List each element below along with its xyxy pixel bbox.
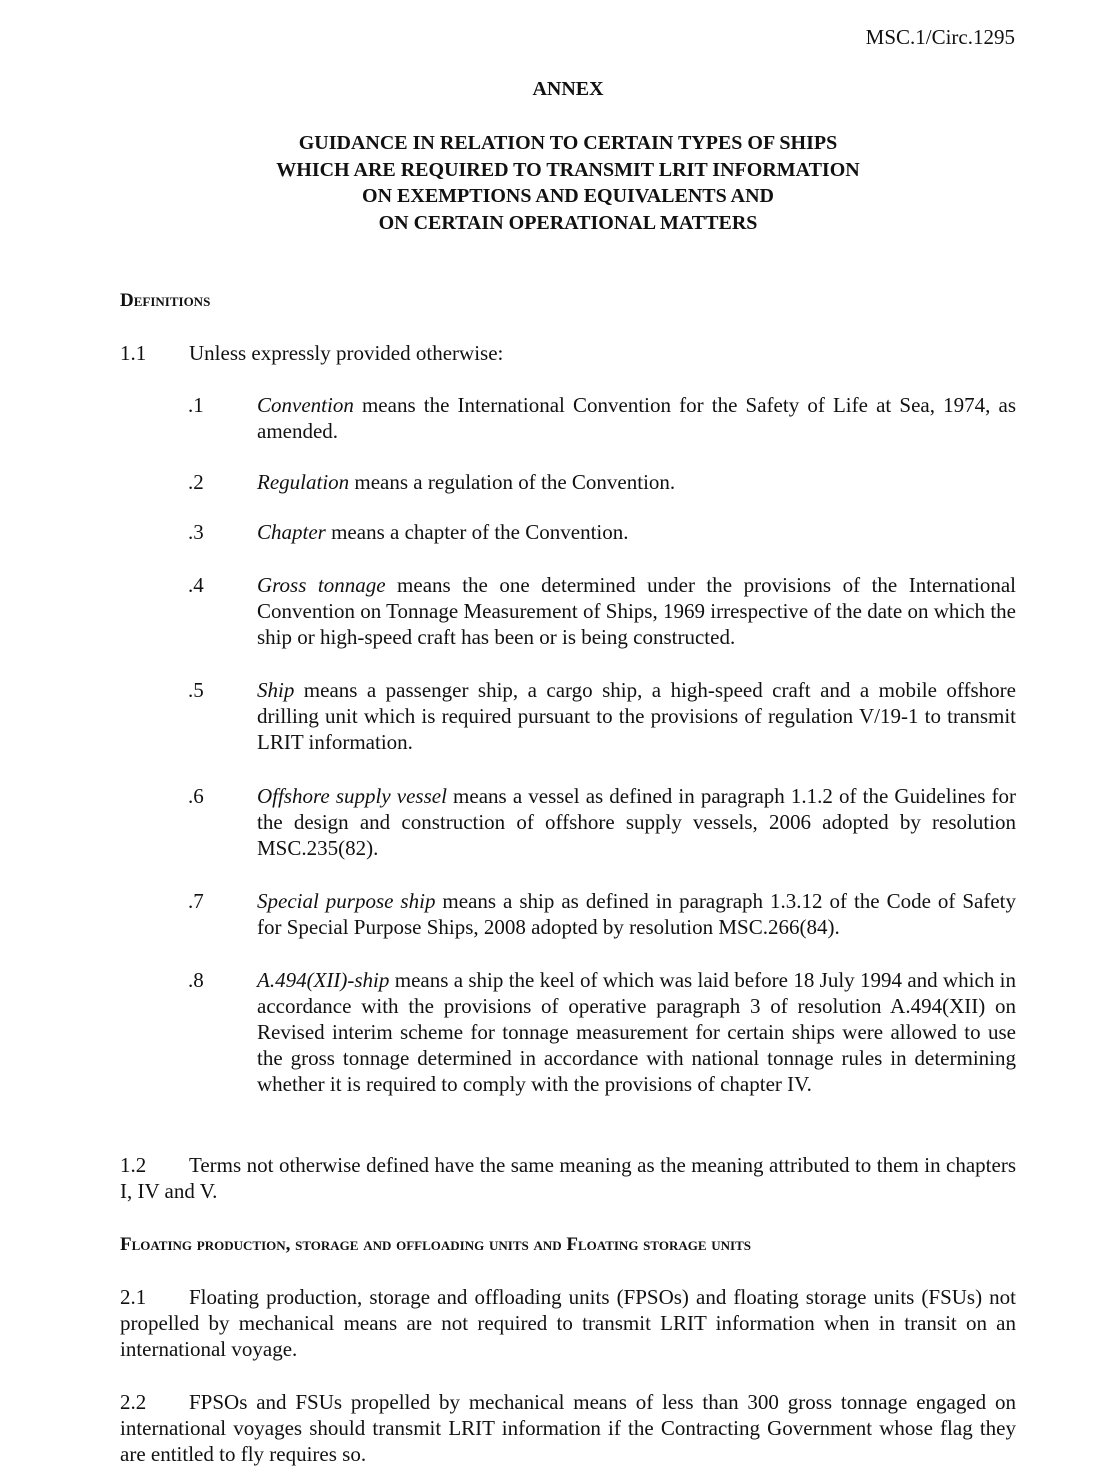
item-number: .5	[188, 678, 204, 702]
paragraph-number: 1.1	[120, 341, 147, 365]
item-number: .1	[188, 393, 204, 417]
defined-term: A.494(XII)-ship	[257, 968, 390, 992]
defined-term: Chapter	[257, 520, 326, 544]
item-text	[257, 469, 1016, 495]
item-number: .2	[188, 470, 204, 494]
definition-item	[120, 677, 1016, 755]
defined-term: Gross tonnage	[257, 573, 386, 597]
paragraph-2-2	[120, 1389, 1016, 1467]
paragraph-text: Terms not otherwise defined have the same meaning as the meaning attributed to them in chapters I, IV and V.	[120, 1153, 1016, 1203]
defined-term: Ship	[257, 678, 295, 702]
item-number: .7	[188, 889, 204, 913]
definition-item	[120, 572, 1016, 650]
paragraph-2-1	[120, 1284, 1016, 1362]
definition-body: means a regulation of the Convention.	[349, 470, 676, 494]
item-number: .3	[188, 520, 204, 544]
annex-label: ANNEX	[532, 78, 604, 100]
definition-item	[120, 888, 1016, 940]
paragraph-1-1	[120, 340, 1016, 366]
defined-term: Special purpose ship	[257, 889, 436, 913]
item-text	[257, 392, 1016, 444]
paragraph-number: 1.2	[120, 1153, 147, 1177]
definition-body: means a ship the keel of which was laid before 18 July 1994 and which in accordance with the provisions of operative paragraph 3 of resolution A.494(XII) on Revised interim scheme for tonnage measurement for certain ships were allowed to use the gross tonnage determined in accordance with national tonnage rules in determining whether it is required to comply with the provisions of chapter IV.	[257, 968, 1016, 1096]
item-text	[257, 572, 1016, 650]
paragraph-1-2	[120, 1152, 1016, 1204]
item-number: .4	[188, 573, 204, 597]
item-text	[257, 967, 1016, 1097]
document-reference: MSC.1/Circ.1295	[865, 25, 1015, 49]
definition-body: means a chapter of the Convention.	[325, 520, 629, 544]
definition-body: means a passenger ship, a cargo ship, a high-speed craft and a mobile offshore drilling unit which is required pursuant to the provisions of regulation V/19-1 to transmit LRIT information.	[257, 678, 1016, 754]
paragraph-text: Unless expressly provided otherwise:	[189, 341, 504, 365]
defined-term: Regulation	[257, 470, 350, 494]
definition-item	[120, 469, 1016, 495]
definition-body: means the one determined under the provisions of the International Convention on Tonnage Measurement of Ships, 1969 irrespective of the date on which the ship or high-speed craft has been or is being constructed.	[257, 573, 1017, 649]
item-text	[257, 519, 1016, 545]
title-line: GUIDANCE IN RELATION TO CERTAIN TYPES OF SHIPS	[298, 132, 838, 154]
paragraph-text: FPSOs and FSUs propelled by mechanical means of less than 300 gross tonnage engaged on international voyages should transmit LRIT information if the Contracting Government whose flag they are entitled to fly requires so.	[120, 1390, 1016, 1466]
section-heading-fpso: Floating production, storage and offloading units and Floating storage units	[120, 1234, 752, 1255]
defined-term: Offshore supply vessel	[257, 784, 447, 808]
title-line: ON EXEMPTIONS AND EQUIVALENTS AND	[362, 185, 774, 207]
item-text	[257, 677, 1016, 755]
paragraph-number: 2.1	[120, 1285, 147, 1309]
section-heading-definitions: Definitions	[120, 290, 211, 311]
defined-term: Convention	[257, 393, 354, 417]
item-text	[257, 888, 1016, 940]
definition-item	[120, 519, 1016, 545]
item-number: .8	[188, 968, 204, 992]
paragraph-text: Floating production, storage and offloading units (FPSOs) and floating storage units (FSUs) not propelled by mechanical means are not required to transmit LRIT information when in transit on an international voyage.	[120, 1285, 1016, 1361]
definition-body: means the International Convention for the Safety of Life at Sea, 1974, as amended.	[257, 393, 1016, 443]
definition-body: means a ship as defined in paragraph 1.3.12 of the Code of Safety for Special Purpose Ships, 2008 adopted by resolution MSC.266(84).	[257, 889, 1017, 939]
definition-body: means a vessel as defined in paragraph 1.1.2 of the Guidelines for the design and construction of offshore supply vessels, 2006 adopted by resolution MSC.235(82).	[257, 784, 1016, 860]
definition-item	[120, 392, 1016, 444]
paragraph-number: 2.2	[120, 1390, 147, 1414]
title-line: WHICH ARE REQUIRED TO TRANSMIT LRIT INFORMATION	[276, 158, 860, 181]
item-number: .6	[188, 784, 204, 808]
title-line: ON CERTAIN OPERATIONAL MATTERS	[378, 211, 758, 234]
item-text	[257, 783, 1016, 861]
definition-item	[120, 783, 1016, 861]
definition-item	[120, 967, 1016, 1097]
document-title	[0, 130, 1099, 236]
